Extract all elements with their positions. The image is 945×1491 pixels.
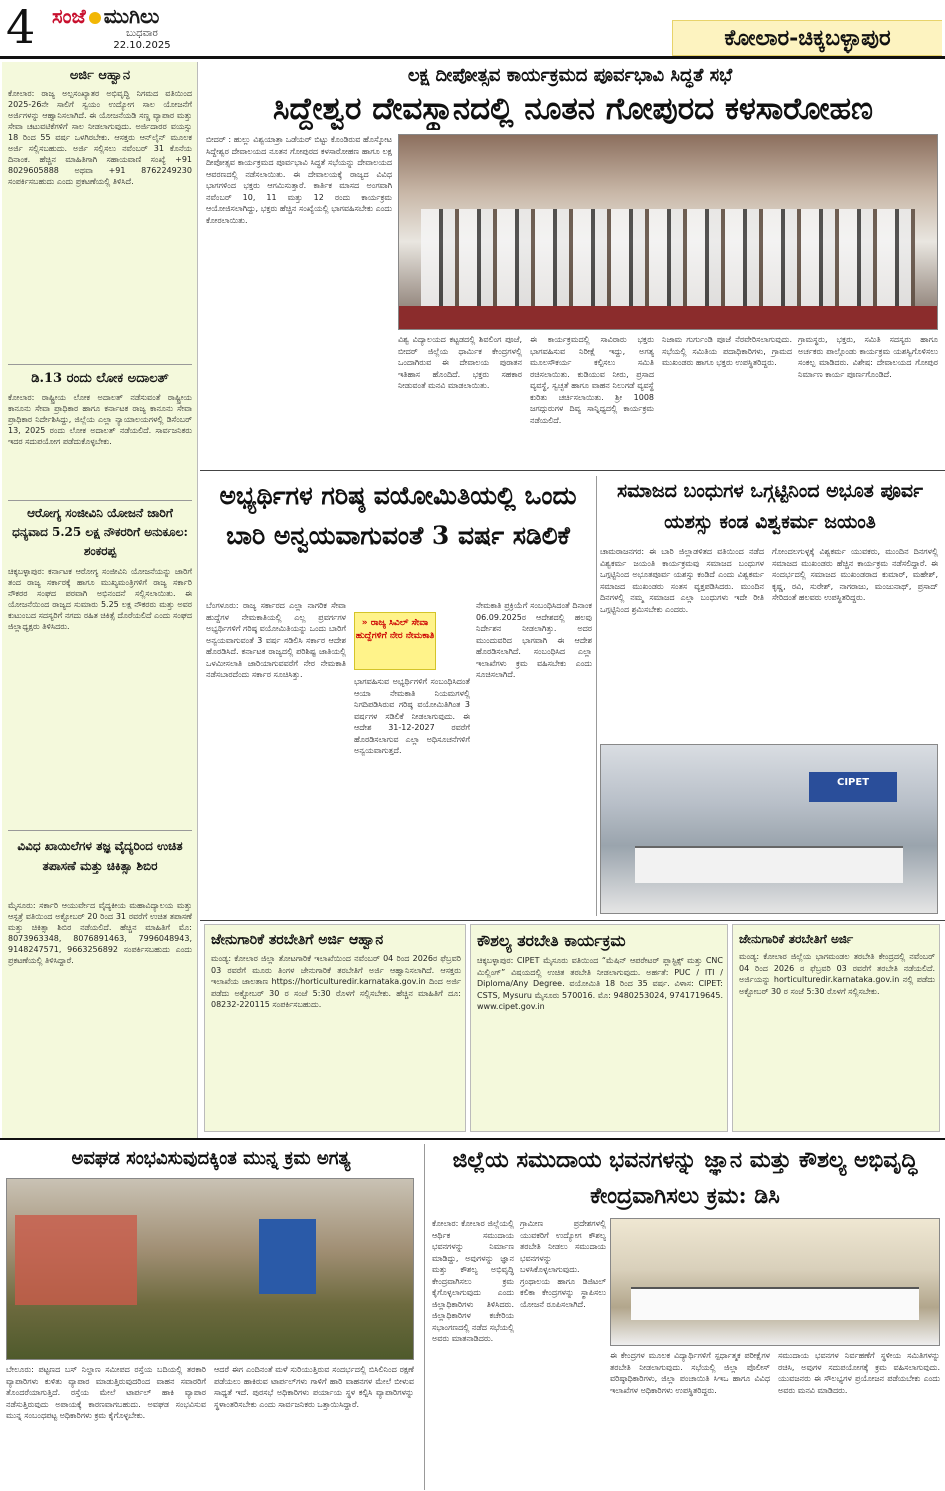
- story-text: ಬೇಲೂರು: ಪಟ್ಟಣದ ಬಸ್ ನಿಲ್ದಾಣ ಸಮೀಪದ ರಸ್ತೆಯ ಬದಿಯಲ್ಲಿ ತರಕಾರಿ ವ್ಯಾಪಾರಿಗಳು ಕುಳಿತು ವ್ಯಾಪಾರ ಮಾಡುತ್ತಿರುವುದರಿಂದ ವಾಹನ ಸವಾರರಿಗೆ ತೊಂದರೆಯಾಗುತ್ತಿದೆ. ರಸ್ತೆಯ ಮೇಲೆ ಟಾರ್ಪಲ್ ಹಾಕಿ ವ್ಯಾಪಾರ ನಡೆಸುತ್ತಿರುವುದು ಅಪಾಯಕ್ಕೆ ಕಾರಣವಾಗಬಹುದು. ಅವಘಡ ಸಂಭವಿಸುವ ಮುನ್ನ ಸಂಬಂಧಪಟ್ಟ ಅಧಿಕಾರಿಗಳು ಕ್ರಮ ಕೈಗೊಳ್ಳಬೇಕು.: [6, 1365, 206, 1420]
- notice-box: [470, 924, 728, 1132]
- brief-heading: ಡಿ.13 ರಂದು ಲೋಕ ಅದಾಲತ್: [31, 371, 169, 386]
- brief-heading: ವಿವಿಧ ಖಾಯಿಲೆಗಳ ತಜ್ಞ ವೈದ್ಯರಿಂದ ಉಚಿತ ತಪಾಸಣೆ ಮತ್ತು ಚಿಕಿತ್ಸಾ ಶಿಬಿರ: [17, 839, 183, 873]
- brief-text: ಮೈಸೂರು: ಸರ್ಕಾರಿ ಆಯುರ್ವೇದ ವೈದ್ಯಕೀಯ ಮಹಾವಿದ್ಯಾಲಯ ಮತ್ತು ಆಸ್ಪತ್ರೆ ವತಿಯಿಂದ ಅಕ್ಟೋಬರ್ 20 ರಿಂದ 31 ರವರೆಗೆ ಉಚಿತ ತಪಾಸಣೆ ಮತ್ತು ಚಿಕಿತ್ಸಾ ಶಿಬಿರ ನಡೆಯಲಿದೆ. ಹೆಚ್ಚಿನ ಮಾಹಿತಿಗೆ ಮೊ: 8073963348, 8076891463, 7996048943, 9148247571, 9663256892 ಸಂಪರ್ಕಿಸಬಹುದು ಎಂದು ಪ್ರಕಟಣೆಯಲ್ಲಿ ತಿಳಿಸಿದ್ದಾರೆ.: [8, 901, 192, 965]
- meeting-photo: [610, 1218, 940, 1346]
- story-text: ಬೀದರ್ : ಹುಲ್ಲು ವಿಶ್ವಯಾತ್ರಾ ಒಡೆಯರ್ ಬಿಟ್ಟು ಕೊಂಡಿರುವ ಹೊಸ್ಕೋಟ ಸಿದ್ದೇಶ್ವರ ದೇವಾಲಯದ ನೂತನ ಗೋಪುರದ ಕಳಸಾರೋಹಣ ಹಾಗೂ ಲಕ್ಷ ದೀಪೋತ್ಸವ ಕಾರ್ಯಕ್ರಮದ ಪೂರ್ವಭಾವಿ ಸಿದ್ಧತೆ ಸಭೆಯನ್ನು ದೇವಾಲಯದ ಆವರಣದಲ್ಲಿ ನಡೆಸಲಾಯಿತು. ಈ ದೇವಾಲಯಕ್ಕೆ ರಾಜ್ಯದ ವಿವಿಧ ಭಾಗಗಳಿಂದ ಭಕ್ತರು ಆಗಮಿಸುತ್ತಾರೆ. ಕಾರ್ತಿಕ ಮಾಸದ ಅಂಗವಾಗಿ ನವೆಂಬರ್ 10, 11 ಮತ್ತು 12 ರಂದು ಕಾರ್ಯಕ್ರಮ ಆಯೋಜಿಸಲಾಗಿದ್ದು, ಭಕ್ತರು ಹೆಚ್ಚಿನ ಸಂಖ್ಯೆಯಲ್ಲಿ ಭಾಗವಹಿಸಬೇಕು ಎಂದು ಕೋರಲಾಯಿತು.: [206, 135, 392, 225]
- left-briefs-column: [2, 62, 198, 1138]
- brief-text: ಕೋಲಾರ: ರಾಷ್ಟ್ರೀಯ ಲೋಕ ಅದಾಲತ್ ನಡೆಸುವಂತೆ ರಾಷ್ಟ್ರೀಯ ಕಾನೂನು ಸೇವಾ ಪ್ರಾಧಿಕಾರ ಹಾಗೂ ಕರ್ನಾಟಕ ರಾಜ್ಯ ಕಾನೂನು ಸೇವಾ ಪ್ರಾಧಿಕಾರ ನಿರ್ದೇಶಿಸಿದ್ದು, ಜಿಲ್ಲೆಯ ಎಲ್ಲಾ ನ್ಯಾಯಾಲಯಗಳಲ್ಲಿ ಡಿಸೆಂಬರ್ 13, 2025 ರಂದು ಲೋಕ ಅದಾಲತ್ ನಡೆಯಲಿದೆ. ಸಾರ್ವಜನಿಕರು ಇದರ ಸದುಪಯೋಗ ಪಡೆದುಕೊಳ್ಳಬೇಕು.: [8, 393, 192, 446]
- divider: [0, 1138, 945, 1140]
- notice-heading: ಜೇನುಗಾರಿಕೆ ತರಬೇತಿಗೆ ಅರ್ಜಿ ಆಹ್ವಾನ: [211, 932, 384, 948]
- page-number: 4: [6, 2, 36, 52]
- story-text: ಚಾಮರಾಜನಗರ: ಈ ಬಾರಿ ಜಿಲ್ಲಾಡಳಿತದ ವತಿಯಿಂದ ನಡೆದ ವಿಶ್ವಕರ್ಮ ಜಯಂತಿ ಕಾರ್ಯಕ್ರಮವು ಸಮಾಜದ ಬಂಧುಗಳ ಒಗ್ಗಟ್ಟಿನಿಂದ ಅಭೂತಪೂರ್ವ ಯಶಸ್ಸು ಕಂಡಿದೆ ಎಂದು ವಿಶ್ವಕರ್ಮ ಸಮಾಜದ ಮುಖಂಡರು ಸಂತಸ ವ್ಯಕ್ತಪಡಿಸಿದರು. ಮುಂದಿನ ದಿನಗಳಲ್ಲಿ ನಮ್ಮ ಸಮಾಜದ ಎಲ್ಲಾ ಬಂಧುಗಳು ಇದೇ ರೀತಿ ಒಗ್ಗಟ್ಟಿನಿಂದ ಶ್ರಮಿಸಬೇಕು ಎಂದರು.: [600, 547, 764, 614]
- notice-heading: ಕೌಶಲ್ಯ ತರಬೇತಿ ಕಾರ್ಯಕ್ರಮ: [477, 931, 626, 950]
- notice-heading: ಜೇನುಗಾರಿಕೆ ತರಬೇತಿಗೆ ಅರ್ಜಿ: [739, 932, 854, 946]
- story-text: ಆದರೆ ಈಗ ಎಂದಿನಂತೆ ಮಳೆ ಸುರಿಯುತ್ತಿರುವ ಸಂದರ್ಭದಲ್ಲಿ ಬಿಸಿಲಿನಿಂದ ರಕ್ಷಣೆ ಪಡೆಯಲು ಹಾಕಿರುವ ಟಾರ್ಪಲ್‌ಗಳು ಗಾಳಿಗೆ ಹಾರಿ ವಾಹನಗಳ ಮೇಲೆ ಬೀಳುವ ಸಾಧ್ಯತೆ ಇದೆ. ಪುರಸಭೆ ಅಧಿಕಾರಿಗಳು ಪರ್ಯಾಯ ಸ್ಥಳ ಕಲ್ಪಿಸಿ ವ್ಯಾಪಾರಿಗಳನ್ನು ಸ್ಥಳಾಂತರಿಸಬೇಕು ಎಂದು ಸಾರ್ವಜನಿಕರು ಒತ್ತಾಯಿಸಿದ್ದಾರೆ.: [214, 1365, 414, 1409]
- story-text: ಸಮುದಾಯ ಭವನಗಳ ನಿರ್ವಹಣೆಗೆ ಸ್ಥಳೀಯ ಸಮಿತಿಗಳನ್ನು ರಚಿಸಿ, ಅವುಗಳ ಸದುಪಯೋಗಕ್ಕೆ ಕ್ರಮ ವಹಿಸಲಾಗುವುದು. ಯುವಜನರು ಈ ಸೌಲಭ್ಯಗಳ ಪ್ರಯೋಜನ ಪಡೆಯಬೇಕು ಎಂದು ಅವರು ಮನವಿ ಮಾಡಿದರು.: [778, 1351, 940, 1395]
- story-text: ಈ ಕಾರ್ಯಕ್ರಮದಲ್ಲಿ ಸಾವಿರಾರು ಭಕ್ತರು ಭಾಗವಹಿಸುವ ನಿರೀಕ್ಷೆ ಇದ್ದು, ಅಗತ್ಯ ಮೂಲಸೌಕರ್ಯ ಕಲ್ಪಿಸಲು ಸಮಿತಿ ರಚಿಸಲಾಯಿತು. ಕುಡಿಯುವ ನೀರು, ಪ್ರಸಾದ ವ್ಯವಸ್ಥೆ, ಸ್ವಚ್ಛತೆ ಹಾಗೂ ವಾಹನ ನಿಲುಗಡೆ ವ್ಯವಸ್ಥೆ ಕುರಿತು ಚರ್ಚಿಸಲಾಯಿತು. ಶ್ರೀ 1008 ಜಗದ್ಗುರುಗಳ ದಿವ್ಯ ಸಾನ್ನಿಧ್ಯದಲ್ಲಿ ಕಾರ್ಯಕ್ರಮ ನಡೆಯಲಿದೆ.: [530, 335, 654, 425]
- story-text: ವಿಶ್ವ ವಿದ್ಯಾಲಯದ ಕಟ್ಟಡದಲ್ಲಿ ಶಿವಲಿಂಗ ಪೂಜೆ, ಬೀದರ್ ಜಿಲ್ಲೆಯ ಧಾರ್ಮಿಕ ಕೇಂದ್ರಗಳಲ್ಲಿ ಒಂದಾಗಿರುವ ಈ ದೇವಾಲಯ ಪುರಾತನ ಇತಿಹಾಸ ಹೊಂದಿದೆ. ಭಕ್ತರು ಸಹಕಾರ ನೀಡುವಂತೆ ಮನವಿ ಮಾಡಲಾಯಿತು.: [398, 335, 522, 390]
- pull-quote-box: » ರಾಜ್ಯ ಸಿವಿಲ್ ಸೇವಾ ಹುದ್ದೆಗಳಿಗೆ ನೇರ ನೇಮಕಾತಿ: [354, 612, 436, 670]
- story-headline: ಅಭ್ಯರ್ಥಿಗಳ ಗರಿಷ್ಠ ವಯೋಮಿತಿಯಲ್ಲಿ ಒಂದು ಬಾರಿ ಅನ್ವಯವಾಗುವಂತೆ 3 ವರ್ಷ ಸಡಿಲಿಕೆ: [219, 481, 577, 550]
- story-text: ಈ ಕೇಂದ್ರಗಳ ಮೂಲಕ ವಿದ್ಯಾರ್ಥಿಗಳಿಗೆ ಸ್ಪರ್ಧಾತ್ಮಕ ಪರೀಕ್ಷೆಗಳ ತರಬೇತಿ ನೀಡಲಾಗುವುದು. ಸಭೆಯಲ್ಲಿ ಜಿಲ್ಲಾ ಪೊಲೀಸ್ ವರಿಷ್ಠಾಧಿಕಾರಿಗಳು, ಜಿಲ್ಲಾ ಪಂಚಾಯಿತಿ ಸಿಇಒ ಹಾಗೂ ವಿವಿಧ ಇಲಾಖೆಗಳ ಅಧಿಕಾರಿಗಳು ಉಪಸ್ಥಿತರಿದ್ದರು.: [610, 1351, 770, 1395]
- notice-text: ಮಂಡ್ಯ: ಕೋಲಾರ ಜಿಲ್ಲೆಯ ಭಾಗಮಂಡಲ ತರಬೇತಿ ಕೇಂದ್ರದಲ್ಲಿ ನವೆಂಬರ್ 04 ರಿಂದ 2026 ರ ಫೆಬ್ರವರಿ 03 ರವರೆಗೆ ತರಬೇತಿ ನಡೆಯಲಿದೆ. ಅರ್ಜಿಯನ್ನು horticulturedir.karnataka.gov.in ನಲ್ಲಿ ಪಡೆದು ಅಕ್ಟೋಬರ್ 30 ರ ಸಂಜೆ 5:30 ರೊಳಗೆ ಸಲ್ಲಿಸಬೇಕು.: [739, 952, 935, 996]
- divider: [596, 476, 597, 916]
- notice-text: ಚಿಕ್ಕಬಳ್ಳಾಪುರ: CIPET ಮೈಸೂರು ವತಿಯಿಂದ “ಮೆಷಿನ್ ಆಪರೇಟರ್ ಪ್ಲಾಸ್ಟಿಕ್ಸ್ ಮತ್ತು CNC ಮಿಲ್ಲಿಂಗ್” ವಿಷಯದಲ್ಲಿ ಉಚಿತ ತರಬೇತಿ ನೀಡಲಾಗುವುದು. ಅರ್ಹತೆ: PUC / ITI / Diploma/Any Degree. ವಯೋಮಿತಿ 18 ರಿಂದ 35 ವರ್ಷ. ವಿಳಾಸ: CIPET: CSTS, Mysuru ಮೈಸೂರು 570016. ಮೊ: 9480253024, 9741719645. www.cipet.gov.in: [477, 956, 723, 1011]
- brief-heading: ಅರ್ಜಿ ಆಹ್ವಾನ: [69, 68, 131, 83]
- story-text: ಕೋಲಾರ: ಕೋಲಾರ ಜಿಲ್ಲೆಯಲ್ಲಿ ಆರ್ಥಿಕ ಸಮುದಾಯ ಭವನಗಳನ್ನು ನಿರ್ಮಾಣ ಮಾಡಿದ್ದು, ಅವುಗಳನ್ನು ಜ್ಞಾನ ಮತ್ತು ಕೌಶಲ್ಯ ಅಭಿವೃದ್ಧಿ ಕೇಂದ್ರವಾಗಿಸಲು ಕ್ರಮ ಕೈಗೊಳ್ಳಲಾಗುವುದು ಎಂದು ಜಿಲ್ಲಾಧಿಕಾರಿಗಳು ತಿಳಿಸಿದರು. ಜಿಲ್ಲಾಧಿಕಾರಿಗಳ ಕಚೇರಿಯ ಸಭಾಂಗಣದಲ್ಲಿ ನಡೆದ ಸಭೆಯಲ್ಲಿ ಅವರು ಮಾತನಾಡಿದರು.: [432, 1219, 514, 1343]
- story-headline: ಅವಘಡ ಸಂಭವಿಸುವುದಕ್ಕಿಂತ ಮುನ್ನ ಕ್ರಮ ಅಗತ್ಯ: [71, 1148, 351, 1169]
- story-headline: ಜಿಲ್ಲೆಯ ಸಮುದಾಯ ಭವನಗಳನ್ನು ಜ್ಞಾನ ಮತ್ತು ಕೌಶಲ್ಯ ಅಭಿವೃದ್ಧಿ ಕೇಂದ್ರವಾಗಿಸಲು ಕ್ರಮ: ಡಿಸಿ: [452, 1147, 918, 1209]
- story-text: ಗ್ರಾಮಸ್ಥರು, ಭಕ್ತರು, ಸಮಿತಿ ಸದಸ್ಯರು ಹಾಗೂ ಅರ್ಚಕರು ಪಾಲ್ಗೊಂಡು ಕಾರ್ಯಕ್ರಮ ಯಶಸ್ವಿಗೊಳಿಸಲು ಸಂಕಲ್ಪ ಮಾಡಿದರು. ವಿಶೇಷ: ದೇವಾಲಯದ ಗೋಪುರ ನಿರ್ಮಾಣ ಕಾರ್ಯ ಪೂರ್ಣಗೊಂಡಿದೆ.: [798, 335, 938, 379]
- story-text: ಬೆಂಗಳೂರು: ರಾಜ್ಯ ಸರ್ಕಾರದ ಎಲ್ಲಾ ನಾಗರಿಕ ಸೇವಾ ಹುದ್ದೆಗಳ ನೇಮಕಾತಿಯಲ್ಲಿ ಎಲ್ಲ ಪ್ರವರ್ಗಗಳ ಅಭ್ಯರ್ಥಿಗಳಿಗೆ ಗರಿಷ್ಠ ವಯೋಮಿತಿಯನ್ನು ಒಂದು ಬಾರಿಗೆ ಅನ್ವಯವಾಗುವಂತೆ 3 ವರ್ಷ ಸಡಿಲಿಸಿ ಸರ್ಕಾರ ಆದೇಶ ಹೊರಡಿಸಿದೆ. ಕರ್ನಾಟಕ ರಾಜ್ಯದಲ್ಲಿ ಪರಿಶಿಷ್ಟ ಜಾತಿಯಲ್ಲಿ ಒಳಮೀಸಲಾತಿ ಜಾರಿಯಾಗುವವರೆಗೆ ನೇರ ನೇಮಕಾತಿ ನಡೆಸಬಾರದೆಂದು ಸರ್ಕಾರ ಸೂಚಿಸಿತ್ತು.: [206, 601, 346, 679]
- brand-part2: ಮುಗಿಲು: [103, 4, 160, 28]
- masthead-rule: [0, 56, 945, 59]
- lead-photo: [398, 134, 938, 330]
- region-banner: ಕೋಲಾರ-ಚಿಕ್ಕಬಳ್ಳಾಪುರ: [672, 20, 942, 56]
- meeting-photo: CIPET: [600, 744, 938, 914]
- story-text: ಭಾಗವಹಿಸುವ ಅಭ್ಯರ್ಥಿಗಳಿಗೆ ಸಂಬಂಧಿಸಿದಂತೆ ಆಯಾ ನೇಮಕಾತಿ ನಿಯಮಗಳಲ್ಲಿ ನಿಗದಿಪಡಿಸಿರುವ ಗರಿಷ್ಠ ವಯೋಮಿತಿಗಿಂತ 3 ವರ್ಷಗಳ ಸಡಿಲಿಕೆ ನೀಡಲಾಗುವುದು. ಈ ಆದೇಶ 31-12-2027 ರವರೆಗೆ ಹೊರಡಿಸಲಾಗುವ ಎಲ್ಲಾ ಅಧಿಸೂಚನೆಗಳಿಗೆ ಅನ್ವಯವಾಗುತ್ತದೆ.: [354, 677, 470, 755]
- divider: [200, 470, 945, 471]
- divider: [8, 500, 192, 501]
- story-headline: ಸಮಾಜದ ಬಂಧುಗಳ ಒಗ್ಗಟ್ಟಿನಿಂದ ಅಭೂತ ಪೂರ್ವ ಯಶಸ್ಸು ಕಂಡ ವಿಶ್ವಕರ್ಮ ಜಯಂತಿ: [617, 480, 923, 533]
- brief-text: ಕೋಲಾರ: ರಾಜ್ಯ ಅಲ್ಪಸಂಖ್ಯಾತರ ಅಭಿವೃದ್ಧಿ ನಿಗಮದ ವತಿಯಿಂದ 2025-26ನೇ ಸಾಲಿಗೆ ಸ್ವಯಂ ಉದ್ಯೋಗ ಸಾಲ ಯೋಜನೆಗೆ ಅರ್ಜಿಗಳನ್ನು ಆಹ್ವಾನಿಸಲಾಗಿದೆ. ಈ ಯೋಜನೆಯಡಿ ಸಣ್ಣ ವ್ಯಾಪಾರ ಮತ್ತು ಸೇವಾ ಚಟುವಟಿಕೆಗಳಿಗೆ ಸಾಲ ನೀಡಲಾಗುವುದು. ಅರ್ಜಿದಾರರ ವಯಸ್ಸು 18 ರಿಂದ 55 ವರ್ಷ ಒಳಗಿರಬೇಕು. ಆಸಕ್ತರು ಆನ್‌ಲೈನ್ ಮೂಲಕ ಅರ್ಜಿ ಸಲ್ಲಿಸಬಹುದು. ಅರ್ಜಿ ಸಲ್ಲಿಸಲು ನವೆಂಬರ್ 31 ಕೊನೆಯ ದಿನಾಂಕ. ಹೆಚ್ಚಿನ ಮಾಹಿತಿಗಾಗಿ ಸಹಾಯವಾಣಿ ಸಂಖ್ಯೆ +91 8029605888 ಅಥವಾ +91 8762249230 ಸಂಪರ್ಕಿಸಬಹುದು ಎಂದು ಪ್ರಕಟಣೆಯಲ್ಲಿ ತಿಳಿಸಿದೆ.: [8, 89, 192, 186]
- divider: [424, 1144, 425, 1490]
- notice-box: [204, 924, 466, 1132]
- brand-part1: ಸಂಜೆ: [52, 4, 86, 28]
- divider: [8, 830, 192, 831]
- story-text: ನಿಜಾಮ ಗುರ್ಗುಂಡಿ ಪೂಜೆ ನೆರವೇರಿಸಲಾಗುವುದು. ಸಭೆಯಲ್ಲಿ ಸಮಿತಿಯ ಪದಾಧಿಕಾರಿಗಳು, ಗ್ರಾಮದ ಮುಖಂಡರು ಹಾಗೂ ಭಕ್ತರು ಉಪಸ್ಥಿತರಿದ್ದರು.: [662, 335, 792, 367]
- brief-heading: ಆರೋಗ್ಯ ಸಂಜೀವಿನಿ ಯೋಜನೆ ಜಾರಿಗೆ ಧನ್ಯವಾದ 5.25 ಲಕ್ಷ ನೌಕರರಿಗೆ ಅನುಕೂಲ: ಶಂಕರಪ್ಪ: [12, 506, 188, 558]
- divider: [8, 364, 192, 365]
- sun-icon: [89, 12, 101, 24]
- street-vendors-photo: [6, 1178, 414, 1360]
- issue-date: 22.10.2025: [113, 40, 171, 51]
- story-kicker: ಲಕ್ಷ ದೀಪೋತ್ಸವ ಕಾರ್ಯಕ್ರಮದ ಪೂರ್ವಭಾವಿ ಸಿದ್ಧತೆ ಸಭೆ: [407, 65, 733, 86]
- brief-text: ಚಿಕ್ಕಬಳ್ಳಾಪುರ: ಕರ್ನಾಟಕ ಆರೋಗ್ಯ ಸಂಜೀವಿನಿ ಯೋಜನೆಯನ್ನು ಜಾರಿಗೆ ತಂದ ರಾಜ್ಯ ಸರ್ಕಾರಕ್ಕೆ ಹಾಗೂ ಮುಖ್ಯಮಂತ್ರಿಗಳಿಗೆ ರಾಜ್ಯ ಸರ್ಕಾರಿ ನೌಕರರ ಸಂಘದ ಪರವಾಗಿ ಅಭಿನಂದನೆ ಸಲ್ಲಿಸಲಾಯಿತು. ಈ ಯೋಜನೆಯಿಂದ ರಾಜ್ಯದ ಸುಮಾರು 5.25 ಲಕ್ಷ ನೌಕರರು ಮತ್ತು ಅವರ ಕುಟುಂಬದ ಸದಸ್ಯರಿಗೆ ನಗದು ರಹಿತ ಚಿಕಿತ್ಸೆ ದೊರೆಯಲಿದೆ ಎಂದು ಸಂಘದ ಜಿಲ್ಲಾಧ್ಯಕ್ಷರು ತಿಳಿಸಿದರು.: [8, 567, 192, 631]
- divider: [200, 920, 945, 921]
- notice-box: [732, 924, 940, 1132]
- newspaper-logo: [52, 2, 192, 30]
- story-text: ನೇಮಕಾತಿ ಪ್ರಕ್ರಿಯೆಗೆ ಸಂಬಂಧಿಸಿದಂತೆ ದಿನಾಂಕ 06.09.2025ರ ಆದೇಶದಲ್ಲಿ ಹಲವು ನಿರ್ದೇಶನ ನೀಡಲಾಗಿತ್ತು. ಅದರ ಮುಂದುವರಿದ ಭಾಗವಾಗಿ ಈ ಆದೇಶ ಹೊರಡಿಸಲಾಗಿದೆ. ಸಂಬಂಧಿಸಿದ ಎಲ್ಲಾ ಇಲಾಖೆಗಳು ಕ್ರಮ ವಹಿಸಬೇಕು ಎಂದು ಸೂಚಿಸಲಾಗಿದೆ.: [476, 601, 592, 679]
- notice-text: ಮಂಡ್ಯ: ಕೋಲಾರ ಜಿಲ್ಲಾ ತೋಟಗಾರಿಕೆ ಇಲಾಖೆಯಿಂದ ನವೆಂಬರ್ 04 ರಿಂದ 2026ರ ಫೆಬ್ರವರಿ 03 ರವರೆಗೆ ಮೂರು ತಿಂಗಳ ಜೇನುಗಾರಿಕೆ ತರಬೇತಿಗೆ ಅರ್ಜಿ ಆಹ್ವಾನಿಸಲಾಗಿದೆ. ಆಸಕ್ತರು ಇಲಾಖೆಯ ಜಾಲತಾಣ https://horticulturedir.karnataka.gov.in ದಿಂದ ಅರ್ಜಿ ಪಡೆದು ಅಕ್ಟೋಬರ್ 30 ರ ಸಂಜೆ 5:30 ರೊಳಗೆ ಸಲ್ಲಿಸಬೇಕು. ಹೆಚ್ಚಿನ ಮಾಹಿತಿಗೆ ದೂ: 08232-220115 ಸಂಪರ್ಕಿಸಬಹುದು.: [211, 954, 461, 1009]
- story-text: ಗೋಂದಲಗುಳ್ಳಕ್ಕೆ ವಿಶ್ವಕರ್ಮ ಯುವಕರು, ಮುಂದಿನ ದಿನಗಳಲ್ಲಿ ಸಮಾಜದ ಮುಖಂಡರು ಹೆಚ್ಚಿನ ಕಾರ್ಯಕ್ರಮ ನಡೆಸಲಿದ್ದಾರೆ. ಈ ಸಂದರ್ಭದಲ್ಲಿ ಸಮಾಜದ ಮುಖಂಡರಾದ ಕುಮಾರ್, ಮಹೇಶ್, ಕೃಷ್ಣ, ರವಿ, ಸುರೇಶ್, ನಾಗರಾಜು, ಮಂಜುನಾಥ್, ಪ್ರಸಾದ್ ಸೇರಿದಂತೆ ಹಲವರು ಉಪಸ್ಥಿತರಿದ್ದರು.: [772, 547, 938, 602]
- lead-headline: ಸಿದ್ದೇಶ್ವರ ದೇವಸ್ಥಾನದಲ್ಲಿ ನೂತನ ಗೋಪುರದ ಕಳಸಾರೋಹಣ: [273, 91, 873, 127]
- issue-day: ಬುಧವಾರ: [126, 28, 158, 39]
- story-text: ಗ್ರಾಮೀಣ ಪ್ರದೇಶಗಳಲ್ಲಿ ಯುವಕರಿಗೆ ಉದ್ಯೋಗ ಕೌಶಲ್ಯ ತರಬೇತಿ ನೀಡಲು ಸಮುದಾಯ ಭವನಗಳನ್ನು ಬಳಸಿಕೊಳ್ಳಲಾಗುವುದು. ಗ್ರಂಥಾಲಯ ಹಾಗೂ ಡಿಜಿಟಲ್ ಕಲಿಕಾ ಕೇಂದ್ರಗಳನ್ನು ಸ್ಥಾಪಿಸಲು ಯೋಜನೆ ರೂಪಿಸಲಾಗಿದೆ.: [520, 1219, 606, 1309]
